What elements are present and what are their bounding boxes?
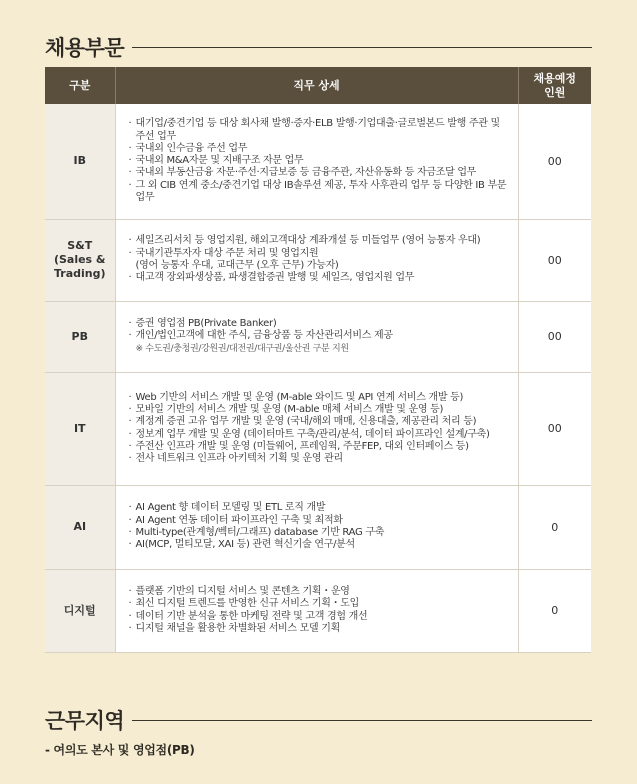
job-item: · 세일즈리서치 등 영업지원, 해외고객대상 계좌개설 등 미들업무 (영어 능통자 우대) [129,235,508,247]
job-item: · 국내기관투자자 대상 주문 처리 및 영업지원 [129,248,508,260]
category-cell [45,219,115,301]
job-item: · 대고객 장외파생상품, 파생결합증권 발행 및 세일즈, 영업지원 업무 [129,272,508,284]
headcount-cell: 0 [518,485,591,569]
job-item: · 국내외 인수금융 주선 업무 [129,143,508,155]
table-row [45,219,591,301]
heading-divider [132,47,592,48]
category-cell: IT [45,372,115,485]
table-row [45,569,591,652]
table-header-row [45,67,591,104]
job-item: · 전사 네트워크 인프라 아키텍처 기획 및 운영 관리 [129,453,508,465]
table-row [45,372,591,485]
job-item: · 정보계 업무 개발 및 운영 (데이터마트 구축/관리/분석, 데이터 파이프라인 설계/구축) [129,429,508,441]
category-cell: 디지털 [45,569,115,652]
job-item: · 개인/법인고객에 대한 주식, 금융상품 등 자산관리서비스 제공 [129,330,508,342]
heading-divider [132,720,592,721]
job-item: · 증권 영업점 PB(Private Banker) [129,318,508,330]
category-label: S&T (Sales & Trading) [53,239,106,280]
headcount-cell: 00 [518,301,591,372]
table-row [45,104,591,219]
job-detail-cell [115,372,518,485]
job-detail-cell [115,301,518,372]
headcount-cell: 00 [518,372,591,485]
job-item: · 대기업/중견기업 등 대상 회사채 발행·증자·ELB 발행·기업대출·글로벌본드 발행 주관 및 주선 업무 [129,118,508,143]
job-item: · 플랫폼 기반의 디지털 서비스 및 콘텐츠 기획・운영 [129,586,508,598]
job-item: · 국내외 M&A자문 및 지배구조 자문 업무 [129,155,508,167]
job-detail-cell [115,485,518,569]
job-item: · Multi-type(관계형/벡터/그래프) database 기반 RAG 구축 [129,527,508,539]
table-row [45,301,591,372]
headcount-cell: 00 [518,219,591,301]
region-note: ※ 수도권/충청권/강원권/대전권/대구권/울산권 구분 지원 [135,343,349,354]
section-heading: 채용부문 [45,36,125,60]
job-item: · 모바일 기반의 서비스 개발 및 운영 (M-able 매체 서비스 개발 및 운영 등) [129,404,508,416]
header-job-detail: 직무 상세 [115,67,518,104]
job-item: · AI(MCP, 멀티모달, XAI 등) 관련 혁신기술 연구/분석 [129,539,508,551]
job-detail-cell [115,104,518,219]
job-item: · 주전산 인프라 개발 및 운영 (미들웨어, 프레임웍, 주문FEP, 대외 인터페이스 등) [129,441,508,453]
section-title-recruitment [45,32,592,62]
job-item-continuation: (영어 능통자 우대, 교대근무 (오후 근무) 가능자) [135,260,339,271]
table-row [45,485,591,569]
category-cell: IB [45,104,115,219]
job-item: · 디지털 채널을 활용한 차별화된 서비스 모델 기획 [129,623,508,635]
category-cell: AI [45,485,115,569]
job-detail-cell [115,569,518,652]
job-item: · 데이터 기반 분석을 통한 마케팅 전략 및 고객 경험 개선 [129,611,508,623]
section-title-work-location [45,705,592,735]
job-item: · AI Agent 향 데이터 모델링 및 ETL 로직 개발 [129,502,508,514]
category-cell: PB [45,301,115,372]
job-detail-cell [115,219,518,301]
job-item: · Web 기반의 서비스 개발 및 운영 (M-able 와이드 및 API 연계 서비스 개발 등) [129,392,508,404]
job-item: · 그 외 CIB 연계 중소/중견기업 대상 IB솔루션 제공, 투자 사후관리 업무 등 다양한 IB 부문 업무 [129,180,508,205]
header-headcount [518,67,591,104]
headcount-cell: 0 [518,569,591,652]
headcount-cell: 00 [518,104,591,219]
job-item: · AI Agent 연동 데이터 파이프라인 구축 및 최적화 [129,515,508,527]
recruitment-table [45,67,591,653]
header-headcount-label: 채용예정 인원 [533,71,576,99]
job-item: · 계정계 증권 고유 업무 개발 및 운영 (국내/해외 매매, 신용대출, 제공관리 처리 등) [129,416,508,428]
header-category: 구분 [45,67,115,104]
work-location-text: - 여의도 본사 및 영업점(PB) [45,743,195,757]
job-item: · 국내외 부동산금융 자문·주선·지급보증 등 금융주관, 자산유동화 등 자금조달 업무 [129,167,508,179]
job-item: · 최신 디지털 트렌드를 반영한 신규 서비스 기획・도입 [129,598,508,610]
section-heading: 근무지역 [45,709,125,733]
